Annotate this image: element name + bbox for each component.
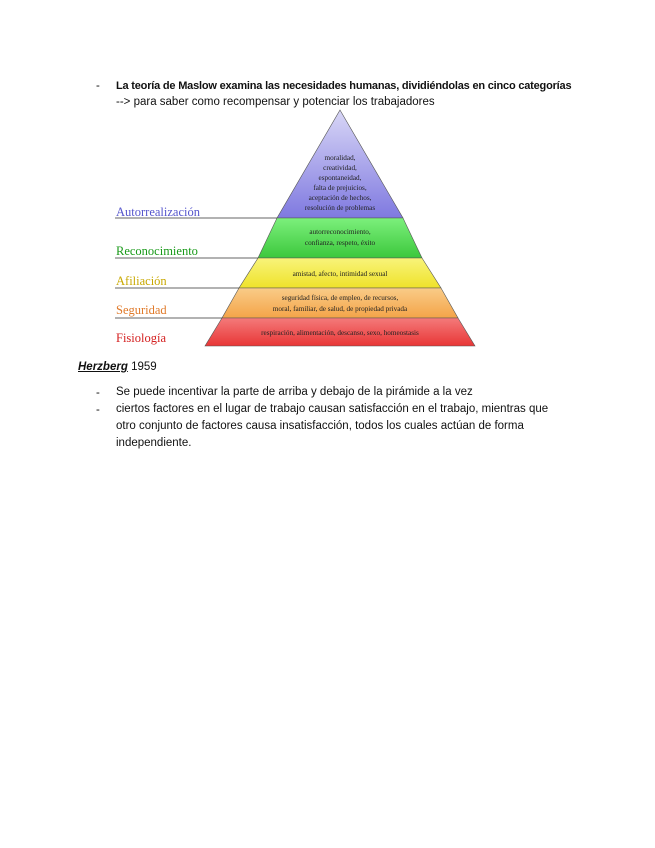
tier-text: amistad, afecto, intimidad sexual xyxy=(292,270,388,278)
herzberg-year: 1959 xyxy=(131,361,157,373)
tier-text: respiración, alimentación, descanso, sexo, homeostasis xyxy=(261,329,419,337)
tier-text: autorreconocimiento, xyxy=(309,228,371,236)
tier-reconocimiento xyxy=(258,218,422,258)
herzberg-line xyxy=(78,360,157,374)
tier-text: moral, familiar, de salud, de propiedad privada xyxy=(272,305,408,313)
bullet-dash: - xyxy=(96,404,100,416)
level-label-afiliacion: Afiliación xyxy=(116,274,167,288)
tier-seguridad xyxy=(222,288,458,318)
bullet-item: Se puede incentivar la parte de arriba y debajo de la pirámide a la vez xyxy=(116,386,473,398)
maslow-heading: La teoría de Maslow examina las necesidades humanas, dividiéndolas en cinco categorías xyxy=(116,80,572,92)
herzberg-name: Herzberg xyxy=(78,361,128,373)
tier-text: espontaneidad, xyxy=(318,174,362,182)
tier-text: falta de prejuicios, xyxy=(313,184,367,192)
bullet-dash: - xyxy=(96,80,100,92)
tier-text: creatividad, xyxy=(323,164,357,172)
bullet-dash: - xyxy=(96,387,100,399)
maslow-subline: --> para saber como recompensar y potenciar los trabajadores xyxy=(116,96,435,108)
level-label-seguridad: Seguridad xyxy=(116,303,167,317)
tier-text: seguridad física, de empleo, de recursos, xyxy=(281,294,399,302)
maslow-pyramid xyxy=(110,108,490,348)
tier-text: moralidad, xyxy=(324,154,356,162)
level-label-reconocimiento: Reconocimiento xyxy=(116,244,198,258)
tier-text: confianza, respeto, éxito xyxy=(304,239,376,247)
bullet-item: ciertos factores en el lugar de trabajo causan satisfacción en el trabajo, mientras que otro conjunto de factores causa insatisfacción, todos los cuales actúan de forma independiente. xyxy=(116,403,549,449)
tier-text: aceptación de hechos, xyxy=(308,194,372,202)
level-label-autorrealizacion: Autorrealización xyxy=(116,205,200,219)
tier-text: resolución de problemas xyxy=(304,204,376,212)
level-label-fisiologia: Fisiología xyxy=(116,331,167,345)
